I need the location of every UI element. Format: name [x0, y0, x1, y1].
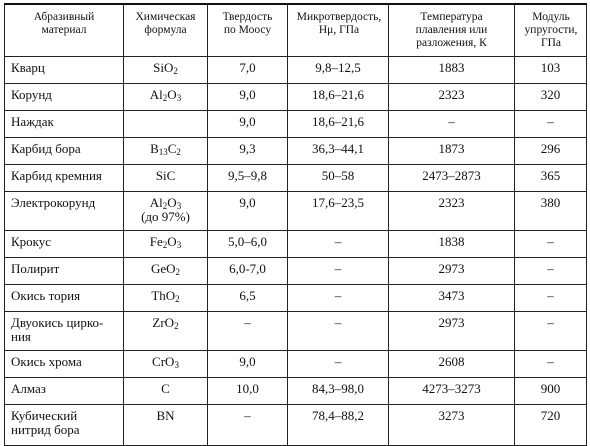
material-cell-text: Карбид кремния	[11, 167, 102, 183]
formula-element: Fe	[149, 233, 163, 249]
moh-cell	[208, 311, 288, 350]
material-cell	[5, 164, 124, 191]
modulus-cell-text: –	[547, 233, 554, 249]
micro-cell-text: 18,6–21,6	[312, 113, 364, 129]
formula-subscript: 2	[173, 65, 178, 76]
temp-cell-text: 2323	[438, 86, 465, 102]
formula-element: Al	[149, 86, 163, 102]
material-cell-text: Электрокорунд	[11, 194, 96, 210]
moh-cell-text: 7,0	[239, 59, 256, 75]
micro-cell	[288, 311, 389, 350]
material-cell-text: Кубический нитрид бора	[11, 407, 80, 437]
material-cell	[5, 284, 124, 311]
formula-element: O	[167, 194, 177, 210]
micro-cell-text: 36,3–44,1	[312, 140, 364, 156]
moh-cell-text: –	[244, 314, 251, 330]
table-row	[5, 56, 587, 83]
micro-cell	[288, 191, 389, 230]
temp-cell-text: 2473–2873	[422, 167, 481, 183]
formula-element: O	[167, 86, 177, 102]
temp-cell	[389, 284, 515, 311]
micro-cell	[288, 137, 389, 164]
material-cell	[5, 230, 124, 257]
temp-cell-text: 2608	[438, 353, 465, 369]
table-body	[5, 56, 587, 445]
formula-cell	[124, 56, 208, 83]
formula-element: C	[161, 380, 170, 396]
table-row	[5, 404, 587, 445]
temp-cell-text: 1873	[438, 140, 465, 156]
temp-cell	[389, 137, 515, 164]
formula-element: ThO	[151, 287, 176, 303]
micro-cell	[288, 257, 389, 284]
micro-cell-text: –	[334, 233, 342, 249]
material-cell	[5, 350, 124, 377]
table-row	[5, 377, 587, 404]
modulus-cell	[515, 404, 587, 445]
formula-subscript: 2	[162, 92, 168, 103]
formula-subscript: 2	[176, 146, 181, 157]
micro-cell	[288, 56, 389, 83]
micro-cell-text: –	[334, 353, 342, 369]
moh-cell-text: 5,0–6,0	[228, 233, 267, 249]
material-cell-text: Окись хрома	[11, 353, 82, 369]
modulus-cell-text: –	[547, 260, 554, 276]
moh-cell	[208, 164, 288, 191]
moh-cell	[208, 350, 288, 377]
formula-element: B	[150, 140, 159, 156]
material-cell-text: Алмаз	[11, 380, 46, 396]
micro-cell	[288, 164, 389, 191]
temp-cell-text: 3473	[438, 287, 465, 303]
formula-cell	[124, 377, 208, 404]
micro-cell	[288, 230, 389, 257]
moh-cell-text: 9,3	[239, 140, 256, 156]
material-cell	[5, 83, 124, 110]
formula-subscript: 2	[175, 293, 180, 304]
moh-cell-text: 9,0	[239, 113, 256, 129]
micro-cell-text: 17,6–23,5	[312, 194, 364, 210]
modulus-cell	[515, 257, 587, 284]
table-row	[5, 350, 587, 377]
table-row	[5, 164, 587, 191]
formula-subscript: 3	[174, 359, 179, 370]
moh-cell	[208, 191, 288, 230]
moh-cell-text: –	[244, 407, 251, 423]
moh-cell-text: 9,0	[239, 353, 256, 369]
micro-cell-text: –	[334, 260, 342, 276]
modulus-cell-text: –	[547, 353, 554, 369]
micro-cell-text: 50–58	[321, 167, 355, 183]
modulus-cell	[515, 83, 587, 110]
material-cell-text: Полирит	[11, 260, 60, 276]
formula-element: BN	[156, 407, 175, 423]
moh-cell	[208, 257, 288, 284]
material-cell-text: Кварц	[11, 59, 45, 75]
moh-cell-text: 10,0	[236, 380, 259, 396]
temp-cell-text: 2323	[438, 194, 465, 210]
micro-cell	[288, 284, 389, 311]
moh-cell	[208, 377, 288, 404]
header-modulus	[515, 4, 587, 56]
header-moh-text: Твердость по Моосу	[222, 11, 273, 36]
micro-cell-text: –	[334, 287, 342, 303]
modulus-cell	[515, 56, 587, 83]
modulus-cell-text: 365	[540, 167, 561, 183]
modulus-cell	[515, 350, 587, 377]
table-row	[5, 110, 587, 137]
moh-cell	[208, 404, 288, 445]
micro-cell	[288, 377, 389, 404]
modulus-cell	[515, 284, 587, 311]
modulus-cell-text: –	[547, 287, 554, 303]
table-row	[5, 230, 587, 257]
temp-cell-text: 2973	[438, 314, 465, 330]
moh-cell	[208, 137, 288, 164]
moh-cell	[208, 83, 288, 110]
header-modulus-text: Модуль упругости, ГПа	[524, 11, 578, 49]
formula-subscript: 3	[176, 200, 182, 211]
header-temp	[389, 4, 515, 56]
formula-subscript: 3	[176, 92, 182, 103]
material-cell-text: Карбид бора	[11, 140, 81, 156]
material-cell	[5, 404, 124, 445]
formula-cell	[124, 191, 208, 230]
formula-element: SiC	[155, 167, 176, 183]
material-cell	[5, 137, 124, 164]
modulus-cell	[515, 164, 587, 191]
material-cell-text: Корунд	[11, 86, 52, 102]
formula-element: O	[163, 59, 174, 75]
modulus-cell-text: 320	[540, 86, 561, 102]
table-row	[5, 191, 587, 230]
material-cell-text: Крокус	[11, 233, 52, 249]
formula-subscript: 2	[175, 266, 181, 277]
formula-subscript: 2	[162, 200, 168, 211]
header-material-text: Абразивный материал	[33, 11, 95, 36]
formula-cell	[124, 230, 208, 257]
header-temp-text: Температура плавления или разложения, К	[415, 11, 488, 49]
temp-cell	[389, 377, 515, 404]
header-micro	[288, 4, 389, 56]
material-cell	[5, 257, 124, 284]
moh-cell-text: 6,0-7,0	[229, 260, 266, 276]
formula-cell	[124, 404, 208, 445]
temp-cell-text: 3273	[438, 407, 465, 423]
formula-element: O	[167, 233, 177, 249]
formula-cell	[124, 350, 208, 377]
temp-cell	[389, 56, 515, 83]
modulus-cell-text: –	[547, 314, 554, 330]
micro-cell	[288, 110, 389, 137]
formula-cell	[124, 164, 208, 191]
table-row	[5, 257, 587, 284]
temp-cell	[389, 311, 515, 350]
temp-cell-text: 2973	[438, 260, 465, 276]
micro-cell-text: 9,8–12,5	[315, 59, 361, 75]
material-cell	[5, 191, 124, 230]
temp-cell-text: 1838	[438, 233, 465, 249]
moh-cell	[208, 230, 288, 257]
temp-cell	[389, 257, 515, 284]
micro-cell	[288, 83, 389, 110]
moh-cell	[208, 56, 288, 83]
table-row	[5, 311, 587, 350]
temp-cell-text: 1883	[438, 59, 465, 75]
temp-cell	[389, 404, 515, 445]
table-header	[5, 4, 587, 56]
modulus-cell	[515, 110, 587, 137]
temp-cell	[389, 230, 515, 257]
modulus-cell-text: 296	[540, 140, 561, 156]
header-formula-text: Химическая формула	[135, 11, 196, 36]
header-row	[5, 4, 587, 56]
formula-cell	[124, 83, 208, 110]
formula-subscript: 3	[176, 239, 182, 250]
header-material	[5, 4, 124, 56]
material-cell-text: Наждак	[11, 113, 54, 129]
modulus-cell	[515, 311, 587, 350]
formula-cell	[124, 137, 208, 164]
temp-cell	[389, 191, 515, 230]
modulus-cell	[515, 377, 587, 404]
material-cell	[5, 377, 124, 404]
formula-cell	[124, 110, 208, 137]
table-row	[5, 83, 587, 110]
header-micro-text: Микротвердость, Hμ, ГПа	[296, 11, 382, 36]
table-row	[5, 284, 587, 311]
formula-subscript: 2	[174, 320, 179, 331]
temp-cell	[389, 350, 515, 377]
micro-cell-text: –	[334, 314, 342, 330]
material-cell	[5, 110, 124, 137]
material-cell-text: Окись тория	[11, 287, 81, 303]
formula-element: CrO	[152, 353, 175, 369]
formula-element: ZrO	[152, 314, 175, 330]
header-moh	[208, 4, 288, 56]
formula-note: (до 97%)	[141, 208, 190, 224]
formula-element: Al	[149, 194, 163, 210]
modulus-cell	[515, 230, 587, 257]
abrasives-table	[4, 3, 587, 446]
moh-cell-text: 9,0	[239, 194, 256, 210]
micro-cell	[288, 404, 389, 445]
formula-cell	[124, 284, 208, 311]
micro-cell	[288, 350, 389, 377]
modulus-cell-text: 380	[540, 194, 561, 210]
material-cell-text: Двуокись цирко- ния	[11, 314, 104, 344]
moh-cell	[208, 284, 288, 311]
modulus-cell-text: –	[547, 113, 554, 129]
material-cell	[5, 56, 124, 83]
temp-cell	[389, 83, 515, 110]
micro-cell-text: 84,3–98,0	[312, 380, 364, 396]
formula-subscript: 13	[158, 146, 168, 157]
moh-cell-text: 9,0	[239, 86, 256, 102]
header-formula	[124, 4, 208, 56]
temp-cell	[389, 110, 515, 137]
moh-cell	[208, 110, 288, 137]
temp-cell	[389, 164, 515, 191]
modulus-cell	[515, 191, 587, 230]
formula-element: GeO	[150, 260, 176, 276]
material-cell	[5, 311, 124, 350]
modulus-cell-text: 720	[540, 407, 561, 423]
moh-cell-text: 6,5	[239, 287, 256, 303]
formula-cell	[124, 257, 208, 284]
micro-cell-text: 78,4–88,2	[312, 407, 364, 423]
modulus-cell-text: 103	[540, 59, 561, 75]
formula-subscript: 2	[162, 239, 168, 250]
formula-element: C	[167, 140, 177, 156]
table-row	[5, 137, 587, 164]
moh-cell-text: 9,5–9,8	[228, 167, 267, 183]
modulus-cell-text: 900	[540, 380, 561, 396]
temp-cell-text: –	[448, 113, 455, 129]
temp-cell-text: 4273–3273	[422, 380, 481, 396]
modulus-cell	[515, 137, 587, 164]
micro-cell-text: 18,6–21,6	[312, 86, 364, 102]
formula-element: Si	[153, 59, 164, 75]
formula-cell	[124, 311, 208, 350]
